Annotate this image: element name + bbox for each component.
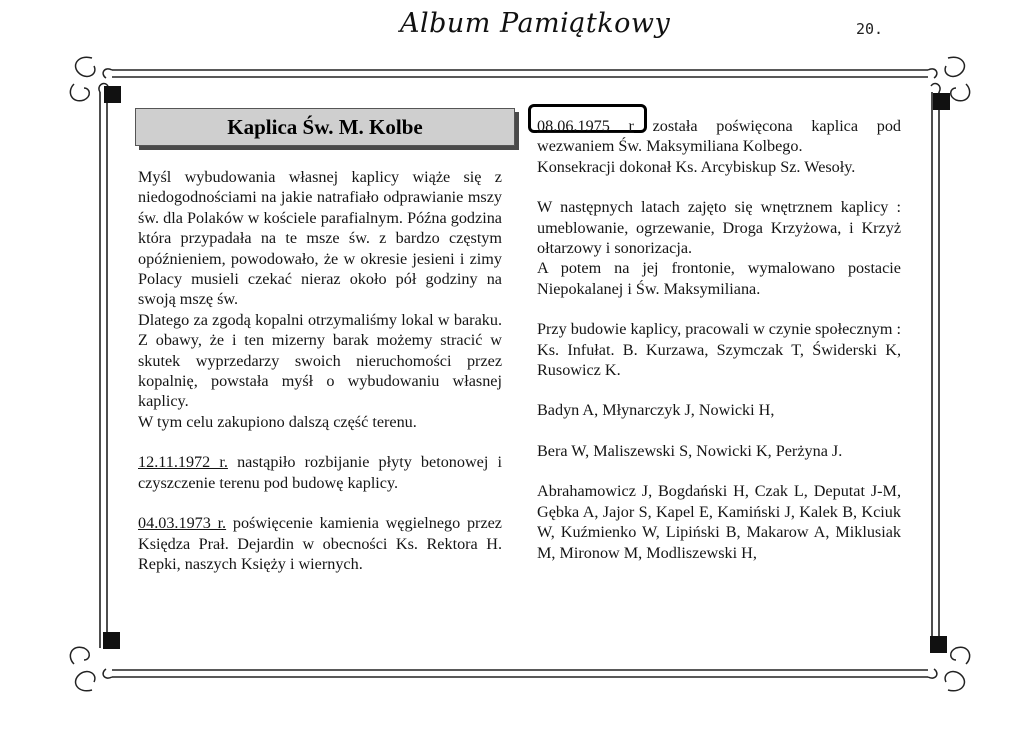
volunteers-group-2: Bera W, Maliszewski S, Nowicki K, Perżyna J. <box>537 441 843 460</box>
volunteers-group-1: Badyn A, Młynarczyk J, Nowicki H, <box>537 401 775 420</box>
corner-square-top-left-icon <box>104 86 121 103</box>
left-column <box>138 167 502 574</box>
corner-ornament-bottom-right-icon <box>928 647 970 691</box>
page-number: 20. <box>856 20 884 38</box>
interior-paragraph: W następnych latach zajęto się wnętrznem kaplicy : umeblowanie, ogrzewanie, Droga Krzyżowa, i Krzyż ołtarzowy i sonorizacja. <box>537 198 901 258</box>
entry-1973 <box>138 513 502 574</box>
volunteers-intro: Przy budowie kaplicy, pracowali w czynie społecznym : <box>537 320 901 339</box>
right-column <box>537 116 901 563</box>
entry-1972-text: nastąpiło rozbijanie płyty betonowej i czyszczenie terenu pod budowę kaplicy. <box>138 453 502 492</box>
corner-ornament-bottom-left-icon <box>70 647 112 691</box>
corner-square-bottom-right-icon <box>930 636 947 653</box>
corner-square-top-right-icon <box>933 93 950 110</box>
barrack-paragraph: Dlatego za zgodą kopalni otrzymaliśmy lokal w baraku. Z obawy, że i ten mizerny barak możemy stracić w skutek wyprzedarzy swoich nieruchomości przez kopalnię, powstała myśł o wybudowaniu własnej kaplicy. <box>138 310 502 411</box>
entry-1975 <box>537 116 901 157</box>
intro-paragraph: Myśl wybudowania własnej kaplicy wiąże się z niedogodnościami na jakie natrafiało odprawianie mszy św. dla Polaków w kościele parafialnym. Późna godzina która przypadała na te msze św. z bardzo częstym opóźnieniem, powodowało, że w okresie jesieni i zimy Polacy musieli czekać nieraz około pół godziny na swoją mszę św. <box>138 168 502 309</box>
entry-1973-text: poświęcenie kamienia węgielnego przez Księdza Prał. Dejardin w obecności Ks. Rektora H. Repki, naszych Księży i wiernych. <box>138 514 502 573</box>
chapel-title: Kaplica Św. M. Kolbe <box>227 115 423 139</box>
consecration-line: Konsekracji dokonał Ks. Arcybiskup Sz. Wesoły. <box>537 157 856 176</box>
entry-1972 <box>138 452 502 493</box>
volunteers-group-3: Abrahamowicz J, Bogdański H, Czak L, Deputat J-M, Gębka A, Jajor S, Kapel E, Kamiński J, Kalek B, Kciuk W, Kuźmienko W, Lipiński B, Makarow A, Miklusiak M, Mironow M, Modliszewski H, <box>537 482 901 562</box>
entry-1975-text: została poświęcona kaplica pod wezwaniem Św. Maksymiliana Kolbego. <box>537 117 902 156</box>
facade-paragraph: A potem na jej frontonie, wymalowano postacie Niepokalanej i Św. Maksymiliana. <box>537 259 901 298</box>
volunteers-clergy: Ks. Infułat. B. Kurzawa, Szymczak T, Świderski K, Rusowicz K. <box>537 340 901 380</box>
date-1972: 12.11.1972 r. <box>138 453 228 472</box>
date-1975: 08.06.1975 r <box>537 117 634 135</box>
land-paragraph: W tym celu zakupiono dalszą część terenu. <box>138 412 417 431</box>
album-title: Album Pamiątkowy <box>400 8 671 39</box>
chapel-title-box <box>135 108 515 146</box>
date-1973: 04.03.1973 r. <box>138 514 227 533</box>
corner-square-bottom-left-icon <box>103 632 120 649</box>
